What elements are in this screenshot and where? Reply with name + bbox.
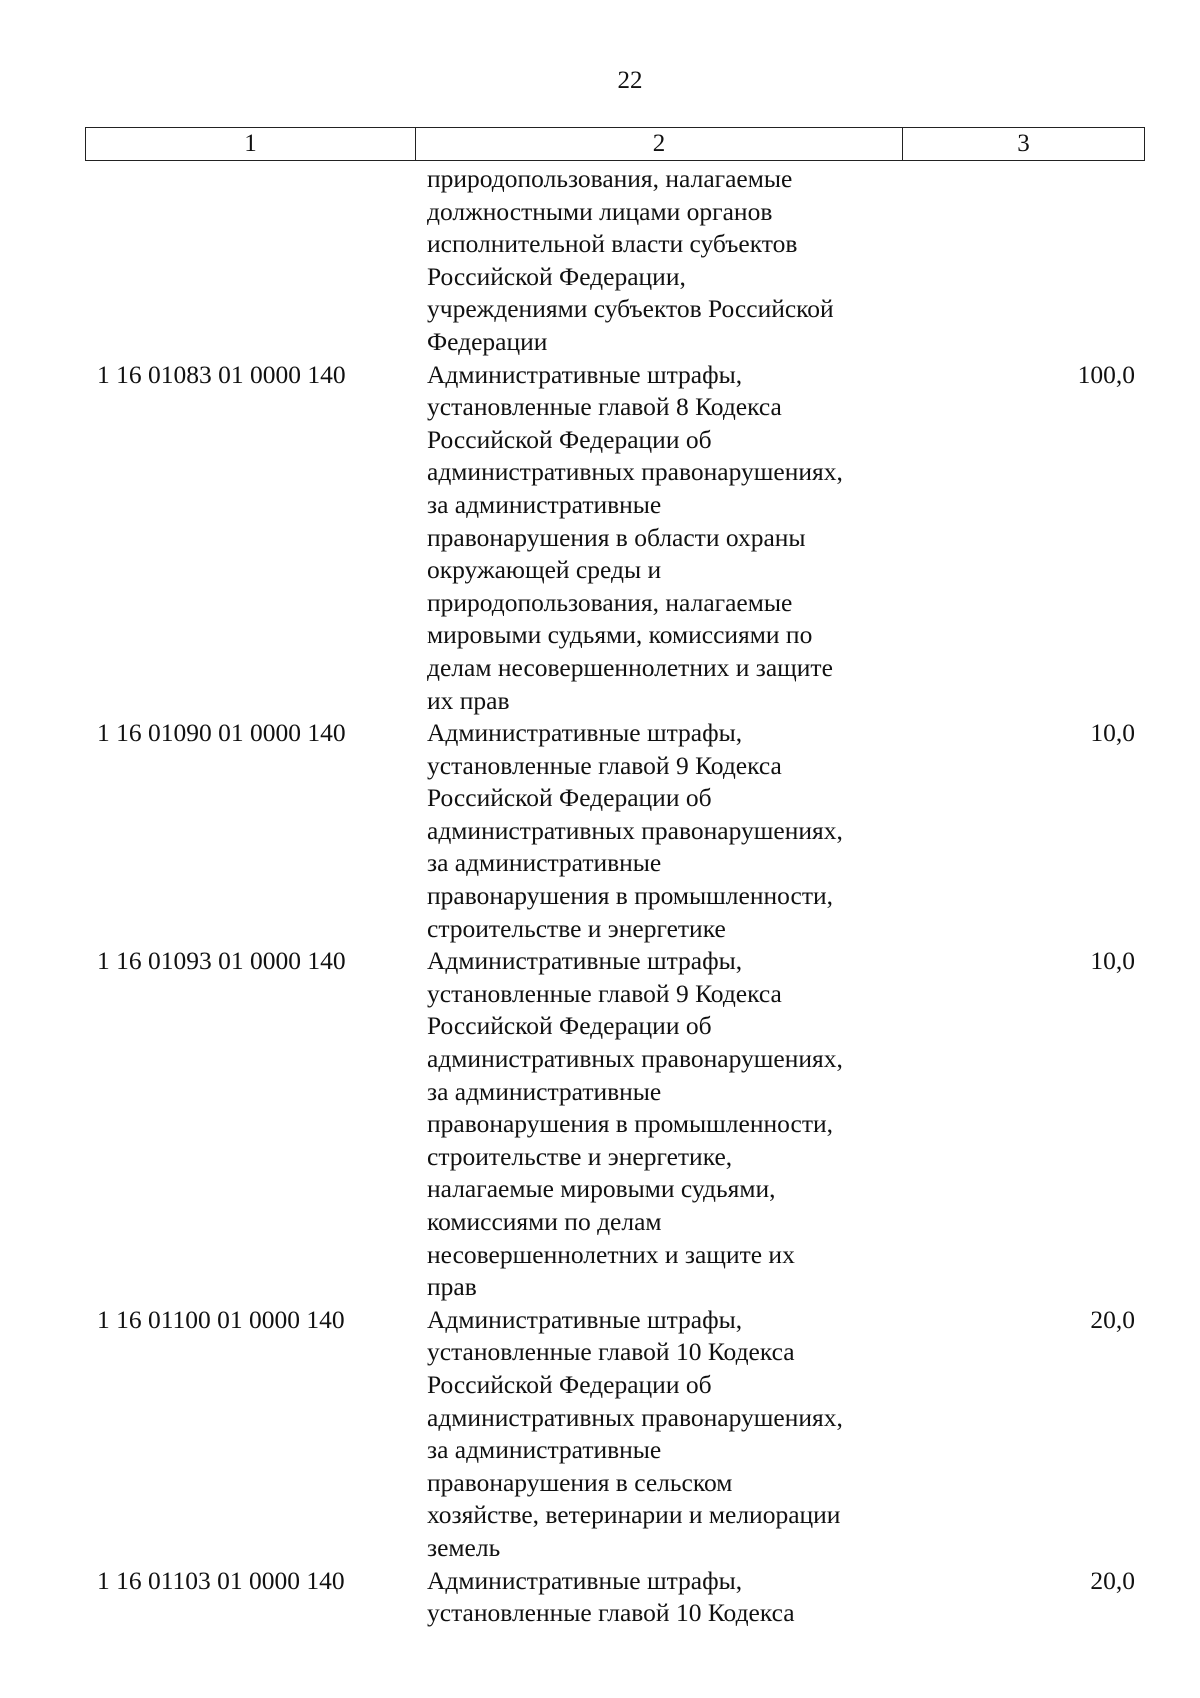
table-row [85,163,1145,359]
amount: 20,0 [1090,1304,1135,1334]
table-body [85,163,1145,1630]
table-row [85,945,1145,1304]
revenue-description: Административные штрафы, установленные главой 9 Кодекса Российской Федерации об административных правонарушениях, за административные правонарушения в промышленности, строительстве и энергетике [427,718,843,943]
revenue-description: Административные штрафы, установленные главой 9 Кодекса Российской Федерации об административных правонарушениях, за административные правонарушения в промышленности, строительстве и энергетике, налагаемые мировыми судьями, комиссиями по делам несовершеннолетних и защите их прав [427,946,843,1302]
column-header-1: 1 [86,128,416,160]
column-header-2: 2 [416,128,903,160]
page-number: 22 [617,67,643,94]
budget-code: 1 16 01103 01 0000 140 [97,1565,345,1595]
amount: 100,0 [1077,359,1135,389]
amount: 10,0 [1090,946,1135,976]
table-row [85,717,1145,945]
table-row [85,359,1145,718]
budget-code: 1 16 01090 01 0000 140 [97,718,346,748]
table-row [85,1565,1145,1630]
table-header-row [85,127,1145,161]
budget-code: 1 16 01093 01 0000 140 [97,946,346,976]
amount: 20,0 [1090,1565,1135,1595]
budget-code: 1 16 01083 01 0000 140 [97,359,346,389]
revenue-description: Административные штрафы, установленные главой 8 Кодекса Российской Федерации об административных правонарушениях, за административные правонарушения в области охраны окружающей среды и природопользования, налагаемые мировыми судьями, комиссиями по делам несовершеннолетних и защите их прав [427,359,843,715]
budget-code: 1 16 01100 01 0000 140 [97,1304,345,1334]
revenue-description: природопользования, налагаемые должностными лицами органов исполнительной власти субъектов Российской Федерации, учреждениями субъектов Российской Федерации [427,164,834,356]
column-header-3: 3 [1017,130,1030,157]
table-row [85,1304,1145,1565]
amount: 10,0 [1090,718,1135,748]
revenue-description: Административные штрафы, установленные главой 10 Кодекса [427,1565,795,1628]
revenue-description: Административные штрафы, установленные главой 10 Кодекса Российской Федерации об административных правонарушениях, за административные правонарушения в сельском хозяйстве, ветеринарии и мелиорации земель [427,1304,843,1562]
